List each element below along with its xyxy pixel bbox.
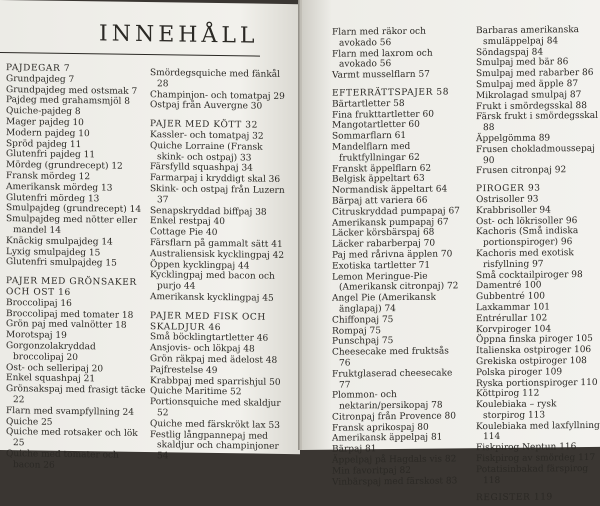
toc-entry: Kycklingpaj med bacon och purjo 44: [150, 270, 275, 292]
toc-entry: Grön räkpaj med ädelost 48: [150, 354, 278, 366]
toc-entry: Broccolipaj med tomater 18: [6, 308, 134, 321]
toc-column-3: [332, 26, 462, 488]
toc-entry: Lemon Meringue-Pie (Amerikansk citronpaj) 72: [332, 271, 459, 293]
toc-entry: Punschpaj 75: [332, 336, 394, 347]
toc-entry: Gorgonzolakryddad broccolipaj 20: [6, 341, 96, 363]
toc-section-heading: PAJDEGAR 7: [6, 63, 71, 74]
toc-entry: Cottage Pie 40: [150, 227, 218, 239]
toc-entry: Grön paj med valnötter 18: [6, 319, 127, 332]
toc-entry: Barbaras amerikanska smuläppelpaj 84: [476, 25, 580, 47]
toc-entry: Smulpaj med rabarber 86: [476, 68, 594, 80]
toc-entry: Paj med rårivna äpplen 70: [332, 249, 453, 261]
right-page: [302, 0, 600, 504]
toc-entry: Grundpajdeg med ostsmak 7: [6, 84, 138, 97]
toc-entry: Italienska ostpiroger 106: [476, 345, 592, 357]
toc-entry: Frusen citronpaj 92: [476, 165, 567, 177]
toc-entry: Damentré 100: [476, 280, 542, 292]
toc-entry: Polska piroger 109: [476, 366, 563, 378]
toc-entry: Modern pajdeg 10: [6, 127, 90, 140]
toc-entry: Kachoris med exotisk risfyllning 97: [476, 248, 574, 270]
toc-entry: Australiensisk kycklingpaj 42: [150, 248, 285, 261]
toc-entry: Chiffonpaj 75: [332, 314, 394, 326]
toc-entry: Potatisinbakad färspirog 118: [476, 463, 589, 486]
toc-entry: Farmarpaj i kryddigt skal 36: [150, 173, 281, 186]
toc-entry: Glutenfri smulpajdeg 15: [6, 257, 117, 269]
toc-entry: Färsk frukt i smördegsskal 88: [476, 111, 598, 134]
toc-entry: Koulebiaka med laxfyllning 114: [476, 420, 600, 443]
toc-entry: Krabbpaj med sparrishjul 50: [150, 375, 281, 388]
toc-entry: Mördeg (grundrecept) 12: [6, 160, 123, 172]
toc-entry: Quiche Lorraine (Fransk skink- och ostpaj) 33: [150, 140, 263, 164]
toc-section-heading: PAJER MED FISK OCH SKALDJUR 46: [150, 310, 266, 333]
toc-entry: Sommarflarn 61: [332, 131, 407, 142]
toc-entry: Kachoris (Små indiska portionspiroger) 96: [476, 226, 579, 249]
toc-entry: Knäckig smulpajdeg 14: [6, 235, 113, 248]
toc-section-heading: PAJER MED KÖTT 32: [150, 119, 258, 131]
toc-entry: Citruskryddad pumpapaj 67: [332, 206, 460, 218]
toc-entry: Mandelflarn med fruktfyllningar 62: [332, 141, 420, 164]
toc-entry: Normandisk äppeltart 64: [332, 184, 448, 196]
toc-entry: Amerikansk äppelpaj 81: [332, 433, 443, 445]
toc-entry: Grekiska ostpiroger 108: [476, 355, 587, 368]
toc-entry: Rompaj 75: [332, 325, 381, 337]
toc-entry: Flarn med räkor och avokado 56: [332, 26, 426, 49]
toc-entry: Glutenfri mördeg 13: [6, 192, 100, 204]
toc-entry: Pajdeg med grahamsmjöl 8: [6, 95, 130, 108]
toc-entry: Quiche 25: [6, 416, 53, 428]
toc-entry: Amerikansk mördeg 13: [6, 181, 113, 194]
page-title: INNEHÅLL: [99, 21, 259, 49]
toc-entry: Mangotartletter 60: [332, 120, 420, 132]
toc-entry: Små böcklingtartletter 46: [150, 332, 269, 345]
toc-entry: Ostpaj från Auvergne 30: [150, 100, 263, 113]
toc-entry: Vinbärspaj med färskost 83: [332, 476, 458, 488]
toc-entry: Entrérullar 102: [476, 313, 548, 324]
toc-entry: Fransk mördeg 12: [6, 171, 91, 183]
toc-entry: Läcker körsbärspaj 68: [332, 227, 435, 240]
toc-entry: Grönsakspaj med frasigt täcke 22: [6, 384, 146, 406]
toc-entry: Smulpajdeg (grundrecept) 14: [6, 203, 142, 216]
toc-entry: Franskt äppelflarn 62: [332, 163, 432, 175]
toc-entry: Mager pajdeg 10: [6, 117, 84, 129]
toc-entry: Korvpiroger 104: [476, 323, 552, 335]
toc-entry: Belgisk äppeltart 63: [332, 174, 425, 186]
toc-entry: Söndagspaj 84: [476, 47, 544, 58]
toc-entry: Spröd pajdeg 11: [6, 138, 82, 150]
toc-entry: Plommon- och nektarin/persikopaj 78: [332, 390, 443, 412]
toc-entry: Min favoritpaj 82: [332, 465, 411, 477]
toc-entry: Ost- och lökrisoller 96: [476, 215, 578, 227]
toc-entry: Frusen chokladmoussepaj 90: [476, 143, 595, 166]
toc-entry: Grundpajdeg 7: [6, 73, 75, 85]
toc-entry: Morotspaj 19: [6, 330, 67, 342]
toc-entry: Flarn med svampfyllning 24: [6, 405, 135, 418]
toc-entry: Ryska portionspiroger 110: [476, 377, 598, 389]
toc-entry: Kassler- och tomatpaj 32: [150, 130, 264, 142]
toc-entry: Quiche med rotsaker och lök 25: [6, 427, 138, 449]
toc-section-heading: REGISTER 119: [476, 492, 553, 504]
toc-entry: Skink- och ostpaj från Luzern 37: [150, 184, 285, 206]
toc-entry: Krabbrisoller 94: [476, 205, 551, 216]
toc-entry: Senapskryddad biffpaj 38: [150, 205, 267, 218]
toc-entry: Ost- och selleripaj 20: [6, 362, 104, 374]
toc-entry: Gubbentré 100: [476, 291, 545, 303]
toc-entry: Frukt i smördegsskal 88: [476, 100, 587, 112]
toc-entry: Broccolipaj 16: [6, 297, 72, 309]
toc-entry: Läcker rabarberpaj 70: [332, 238, 436, 250]
toc-entry: Champinjon- och tomatpaj 29: [150, 89, 285, 102]
toc-entry: Öppna finska piroger 105: [476, 334, 593, 346]
toc-entry: Laxkammar 101: [476, 302, 551, 314]
toc-entry: Smördegsquiche med fänkål 28: [150, 68, 281, 90]
toc-entry: Quiche-pajdeg 8: [6, 106, 81, 118]
toc-entry: Enkel restpaj 40: [150, 216, 225, 228]
toc-section-heading: PAJER MED GRÖNSAKER OCH OST 16: [6, 276, 137, 298]
toc-entry: Smulpaj med äpple 87: [476, 79, 579, 91]
toc-section-heading: PIROGER 93: [476, 183, 541, 195]
toc-entry: Äppelpaj på Hagdals vis 82: [332, 454, 457, 466]
toc-entry: Lyxig smulpajdeg 15: [6, 246, 101, 258]
toc-entry: Ostrisoller 93: [476, 194, 539, 206]
toc-entry: Fiskpirog Neptun 116: [476, 442, 577, 454]
toc-entry: Quiche med färskrökt lax 53: [150, 418, 280, 431]
toc-entry: Färsflarn på gammalt sätt 41: [150, 238, 283, 250]
toc-entry: Enkel squashpaj 21: [6, 373, 96, 385]
toc-entry: Exotiska tartletter 71: [332, 260, 431, 272]
toc-entry: Amerikansk pumpapaj 67: [332, 217, 449, 229]
toc-entry: Köttpirog 112: [476, 388, 540, 400]
toc-entry: Quiche Maritime 52: [150, 386, 242, 398]
toc-entry: Ansjovis- och lökpaj 48: [150, 343, 255, 355]
toc-entry: Flarn med laxrom och avokado 56: [332, 48, 433, 71]
toc-entry: Citronpaj från Provence 80: [332, 411, 456, 423]
toc-entry: Mikrolagad smulpaj 87: [476, 89, 582, 101]
left-page: [0, 0, 300, 471]
toc-entry: Bärpaj 81: [332, 444, 377, 455]
toc-entry: Färsfylld squashpaj 34: [150, 162, 253, 174]
toc-entry: Små cocktailpiroger 98: [476, 269, 583, 281]
toc-entry: Koulebiaka – rysk storpirog 113: [476, 399, 557, 421]
toc-entry: Portionsquiche med skaldjur 52: [150, 397, 281, 419]
toc-entry: Fransk aprikospaj 80: [332, 422, 429, 434]
toc-entry: Cheesecake med fruktsås 76: [332, 346, 449, 369]
toc-entry: Angel Pie (Amerikansk änglapaj) 74: [332, 292, 436, 315]
toc-entry: Varmt musselflarn 57: [332, 69, 430, 81]
toc-entry: Smulpaj med bär 86: [476, 57, 569, 69]
toc-entry: Quiche med tomater och bacon 26: [6, 448, 119, 471]
toc-entry: Smulpajdeg med nötter eller mandel 14: [6, 214, 138, 236]
toc-entry: Glutenfri pajdeg 11: [6, 149, 96, 161]
toc-entry: Pajfrestelse 49: [150, 364, 218, 376]
toc-entry: Fruktglaserad cheesecake 77: [332, 368, 453, 391]
toc-entry: Bärtartletter 58: [332, 98, 405, 110]
toc-entry: Fina frukttartletter 60: [332, 109, 434, 121]
toc-column-4: [476, 25, 600, 505]
toc-entry: Festlig långpannepaj med skaldjur och champinjoner 54: [150, 429, 279, 462]
toc-section-heading: EFTERRÄTTSPAJER 58: [332, 87, 450, 99]
toc-entry: Äppelgömma 89: [476, 133, 551, 145]
toc-entry: Öppen kycklingpaj 44: [150, 259, 250, 272]
toc-entry: Bärpaj att variera 66: [332, 195, 428, 207]
toc-entry: Fiskpirog av smördeg 117: [476, 453, 596, 465]
toc-column-2: [150, 68, 292, 464]
toc-column-1: [6, 63, 148, 472]
toc-entry: Amerikansk kycklingpaj 45: [150, 292, 274, 304]
title-rule: [0, 52, 260, 57]
